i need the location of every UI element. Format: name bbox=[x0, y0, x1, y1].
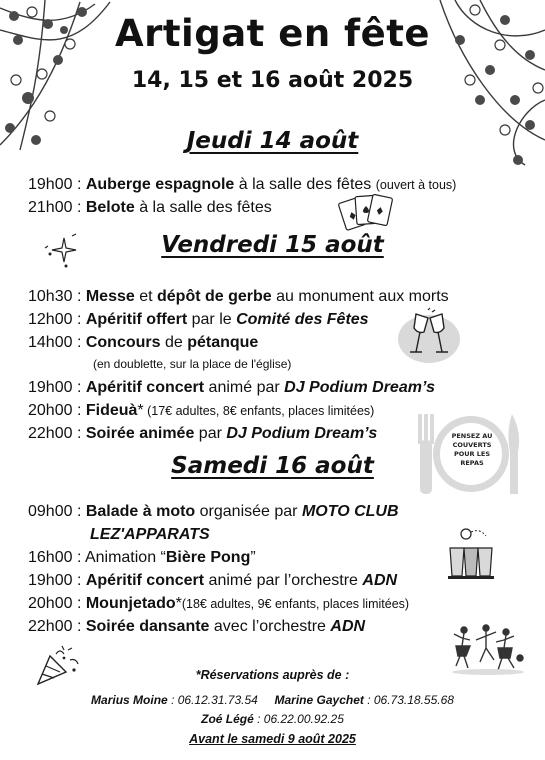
event-samedi-0900-line2: LEZ'APPARATS bbox=[90, 526, 210, 543]
event-time: 19h00 bbox=[28, 572, 73, 589]
event-samedi-1900: 19h00 : Apéritif concert animé par l’orchestre ADN bbox=[28, 572, 398, 589]
contacts-line-1: Marius Moine : 06.12.31.73.54 Marine Gaychet : 06.73.18.55.68 bbox=[91, 693, 454, 707]
contact-name: Zoé Légé bbox=[201, 712, 254, 726]
playing-cards-icon bbox=[338, 192, 398, 232]
event-vendredi-1900: 19h00 : Apéritif concert animé par DJ Podium Dream’s bbox=[28, 379, 436, 396]
contacts-line-2: Zoé Légé : 06.22.00.92.25 bbox=[201, 712, 344, 726]
event-dates: 14, 15 et 16 août 2025 bbox=[131, 68, 414, 93]
event-samedi-1600: 16h00 : Animation “Bière Pong” bbox=[28, 549, 256, 566]
event-vendredi-2200: 22h00 : Soirée animée par DJ Podium Dream’s bbox=[28, 425, 378, 442]
plate-note: PENSEZ AU COUVERTS POUR LES REPAS bbox=[451, 432, 493, 467]
beer-pong-icon bbox=[446, 526, 494, 582]
reservation-deadline: Avant le samedi 9 août 2025 bbox=[189, 732, 356, 746]
day-heading-vendredi: Vendredi 15 août bbox=[161, 232, 384, 258]
event-time: 10h30 bbox=[28, 288, 73, 305]
day-heading-jeudi: Jeudi 14 août bbox=[186, 128, 359, 154]
event-samedi-2200: 22h00 : Soirée dansante avec l’orchestre ADN bbox=[28, 618, 366, 635]
event-time: 12h00 bbox=[28, 311, 73, 328]
day-heading-samedi: Samedi 16 août bbox=[171, 453, 374, 479]
page-title: Artigat en fête bbox=[114, 12, 431, 55]
event-vendredi-1200: 12h00 : Apéritif offert par le Comité des Fêtes bbox=[28, 311, 369, 328]
event-time: 09h00 bbox=[28, 503, 73, 520]
event-time: 16h00 bbox=[28, 549, 73, 566]
reservations-label: *Réservations auprès de : bbox=[195, 668, 350, 682]
event-time: 14h00 bbox=[28, 334, 73, 351]
event-time: 19h00 bbox=[28, 176, 73, 193]
event-time: 22h00 bbox=[28, 425, 73, 442]
event-time: 20h00 bbox=[28, 595, 73, 612]
contact-name: Marius Moine bbox=[91, 693, 168, 707]
event-vendredi-2000: 20h00 : Fideuà* (17€ adultes, 8€ enfants, places limitées) bbox=[28, 402, 375, 419]
event-samedi-2000: 20h00 : Mounjetado*(18€ adultes, 9€ enfants, places limitées) bbox=[28, 595, 410, 612]
event-jeudi-2100: 21h00 : Belote à la salle des fêtes bbox=[28, 199, 272, 216]
event-samedi-0900: 09h00 : Balade à moto organisée par MOTO CLUB bbox=[28, 503, 399, 520]
event-time: 21h00 bbox=[28, 199, 73, 216]
event-time: 19h00 bbox=[28, 379, 73, 396]
contact-name: Marine Gaychet bbox=[274, 693, 364, 707]
event-jeudi-1900: 19h00 : Auberge espagnole à la salle des fêtes (ouvert à tous) bbox=[28, 176, 457, 193]
event-note: (en doublette, sur la place de l'église) bbox=[93, 357, 292, 371]
event-time: 20h00 bbox=[28, 402, 73, 419]
event-time: 22h00 bbox=[28, 618, 73, 635]
event-vendredi-1030: 10h30 : Messe et dépôt de gerbe au monument aux morts bbox=[28, 288, 449, 305]
champagne-glasses-icon bbox=[398, 308, 460, 362]
event-vendredi-1400: 14h00 : Concours de pétanque bbox=[28, 334, 259, 351]
